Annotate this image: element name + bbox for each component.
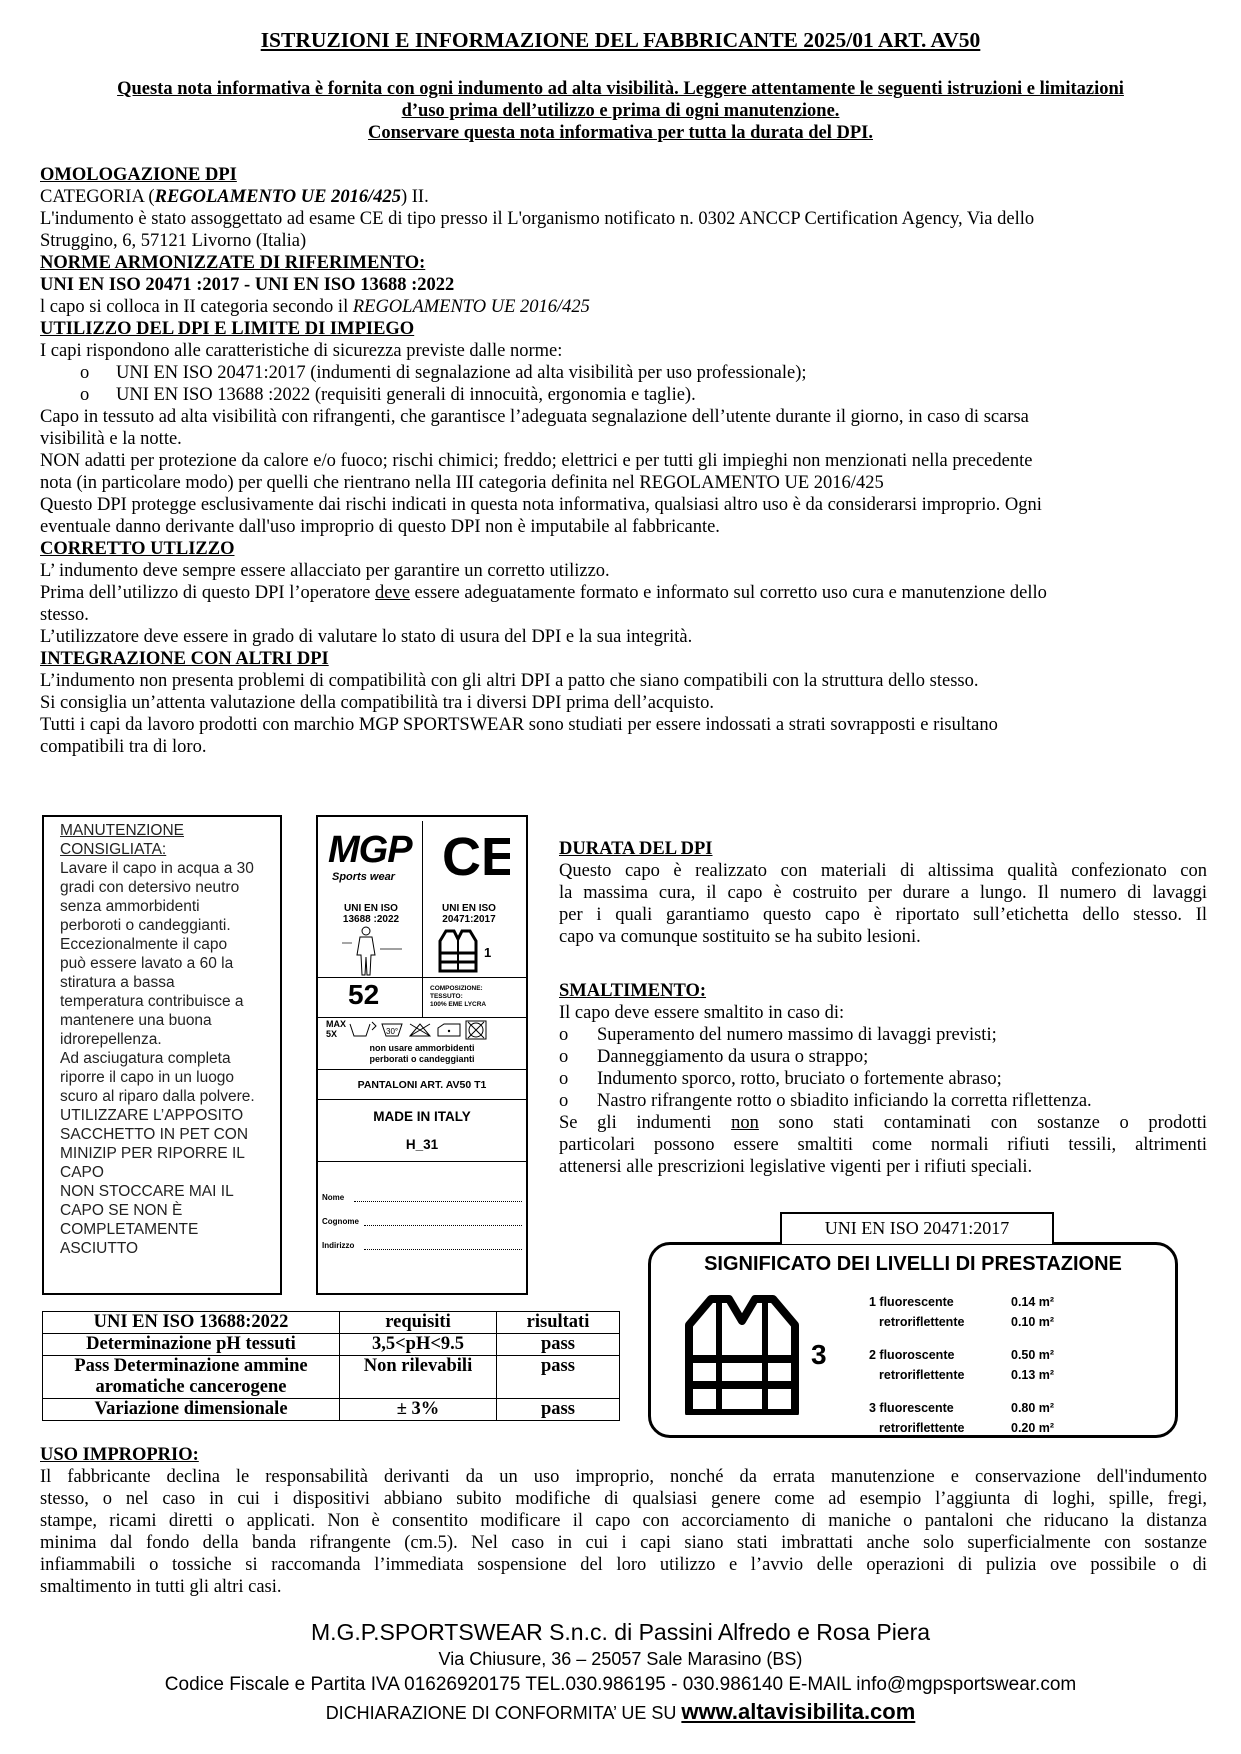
level-retroreflective-label: retroriflettente (879, 1368, 965, 1382)
smaltimento-bullet-1 (559, 1024, 1207, 1046)
maintenance-line: può essere lavato a 60 la (60, 955, 234, 972)
integrazione-line-1: L’indumento non presenta problemi di compatibilità con gli altri DPI a patto che siano compatibili con la struttura dello stesso. (40, 671, 979, 691)
corretto-line-1: L’ indumento deve sempre essere allacciato per garantire un corretto utilizzo. (40, 561, 610, 581)
page-title: ISTRUZIONI E INFORMAZIONE DEL FABBRICANTE 2025/01 ART. AV50 (260, 28, 981, 52)
level-fluorescent-value: 0.14 m² (1011, 1295, 1055, 1309)
maintenance-line: Lavare il capo in acqua a 30 (60, 860, 254, 877)
maintenance-line: perboroti o candeggianti. (60, 917, 231, 934)
maintenance-line: gradi con detersivo neutro (60, 879, 240, 896)
care-label (316, 815, 528, 1295)
table-cell-line-2: aromatiche cancerogene (95, 1377, 287, 1397)
label-standard-1 (330, 903, 412, 925)
composition-line-1: COMPOSIZIONE: (430, 985, 483, 992)
max-washes-line-2: 5X (326, 1029, 338, 1039)
performance-heading: SIGNIFICATO DEI LIVELLI DI PRESTAZIONE (704, 1253, 1122, 1275)
level-fluorescent-value: 0.80 m² (1011, 1401, 1055, 1415)
category-regulation: REGOLAMENTO UE 2016/425 (154, 187, 401, 207)
table-cell: Determinazione pH tessuti (43, 1334, 340, 1356)
composition-line-2: TESSUTO: (430, 993, 463, 1000)
table-cell: pass (497, 1334, 620, 1356)
body-measure-icon (338, 925, 408, 982)
maintenance-line: mantenere una buona (60, 1012, 212, 1029)
utilizzo-bullet-2 (40, 384, 1207, 406)
performance-class-number: 3 (811, 1339, 827, 1370)
bullet-text: UNI EN ISO 20471:2017 (indumenti di segnalazione ad alta visibilità per uso professionale); (116, 363, 807, 383)
improprio-line-6: smaltimento in tutti gli altri casi. (40, 1577, 282, 1597)
footer-contacts: Codice Fiscale e Partita IVA 01626920175 TEL.030.986195 - 030.986140 E-MAIL info@mgpsportswear.com (164, 1674, 1077, 1695)
field-cognome-line (364, 1225, 522, 1226)
table-cell: 3,5<pH<9.5 (340, 1334, 497, 1356)
utilizzo-para1-line-2: visibilità e la notte. (40, 429, 182, 449)
label-std2-line-2: 20471:2017 (442, 914, 496, 925)
corretto-line-2 (40, 582, 1207, 604)
test-results-table (42, 1311, 620, 1421)
bullet-marker: o (559, 1069, 569, 1089)
smaltimento-bullet-3 (559, 1068, 1207, 1090)
smaltimento-bullet-2 (559, 1046, 1207, 1068)
maintenance-line: CAPO SE NON È (60, 1202, 183, 1219)
durata-line-4: capo va comunque sostituito se ha subito lesioni. (559, 927, 921, 947)
label-class-number: 1 (484, 945, 492, 960)
table-header-cell: requisiti (340, 1312, 497, 1334)
corretto-heading: CORRETTO UTLIZZO (40, 539, 235, 559)
maintenance-heading-2: CONSIGLIATA: (60, 841, 167, 858)
field-nome-line (354, 1201, 522, 1202)
smaltimento-line-1-post: sono stati contaminati con sostanze o prodotti (758, 1113, 1207, 1133)
label-code: H_31 (405, 1137, 439, 1152)
level-retroreflective-value: 0.13 m² (1011, 1368, 1055, 1382)
norme-heading: NORME ARMONIZZATE DI RIFERIMENTO: (40, 253, 426, 273)
level-retroreflective-label: retroriflettente (879, 1315, 965, 1329)
level-fluorescent-label: 1 fluorescente (869, 1295, 954, 1309)
label-std1-line-2: 13688 :2022 (342, 914, 400, 925)
table-row (43, 1356, 620, 1399)
durata-heading: DURATA DEL DPI (559, 839, 713, 859)
integrazione-line-2: Si consiglia un’attenta valutazione della compatibilità tra i diversi DPI prima dell’acquisto. (40, 693, 715, 713)
level-retroreflective-label: retroriflettente (879, 1421, 965, 1435)
footer-address: Via Chiusure, 36 – 25057 Sale Marasino (BS) (438, 1649, 803, 1669)
level-fluorescent-label: 2 fluoroscente (869, 1348, 955, 1362)
utilizzo-para3-line-2: eventuale danno derivante dall'uso improprio di questo DPI non è imputabile al fabbricante. (40, 517, 720, 537)
label-made-in: MADE IN ITALY (373, 1109, 471, 1124)
label-standard-2 (428, 903, 510, 925)
smaltimento-line-1-emphasis: non (731, 1113, 759, 1133)
care-symbols-icon (348, 1020, 494, 1045)
max-washes (326, 1019, 346, 1039)
divider (318, 1069, 526, 1070)
label-article: PANTALONI ART. AV50 T1 (357, 1079, 487, 1091)
vest-class-3-icon (683, 1295, 801, 1420)
integrazione-heading: INTEGRAZIONE CON ALTRI DPI (40, 649, 329, 669)
smaltimento-line-1-pre: Se gli indumenti (559, 1113, 732, 1133)
table-cell: Non rilevabili (340, 1356, 497, 1399)
maintenance-line: CAPO (60, 1164, 104, 1181)
improprio-line-5: infiammabili o tossiche si raccomanda l’immediata sospensione del loro utilizzo e l’avvio delle operazioni di pulizia ove possibile o di (40, 1555, 1207, 1575)
maintenance-line: ASCIUTTO (60, 1240, 139, 1257)
maintenance-line: senza ammorbidenti (60, 898, 200, 915)
norme-category-prefix: l capo si colloca in II categoria secondo il (40, 297, 353, 317)
bullet-text: Superamento del numero massimo di lavaggi previsti; (597, 1025, 997, 1045)
category-suffix: ) II. (400, 187, 429, 207)
field-indirizzo-line (364, 1249, 522, 1250)
omologazione-category (40, 186, 1207, 208)
main-text (40, 164, 1207, 758)
maintenance-line: temperatura contribuisce a (60, 993, 244, 1010)
label-composition (430, 985, 486, 1009)
footer-company: M.G.P.SPORTSWEAR S.n.c. di Passini Alfredo e Rosa Piera (310, 1619, 931, 1645)
utilizzo-bullet-1 (40, 362, 1207, 384)
maintenance-line: stiratura a bassa (60, 974, 175, 991)
maintenance-box (42, 815, 282, 1295)
corretto-line-3: stesso. (40, 605, 89, 625)
divider (318, 1017, 526, 1018)
intro-notice (0, 78, 1241, 144)
durata-line-2: la massima cura, il capo è costruito per durare a lungo. Il numero di lavaggi (559, 883, 1207, 903)
performance-standard-tab: UNI EN ISO 20471:2017 (780, 1212, 1054, 1244)
norme-category-regulation: REGOLAMENTO UE 2016/425 (352, 297, 590, 317)
integrazione-line-4: compatibili tra di loro. (40, 737, 207, 757)
level-retroreflective-value: 0.20 m² (1011, 1421, 1055, 1435)
bullet-marker: o (559, 1047, 569, 1067)
table-header-row (43, 1312, 620, 1334)
table-cell: Variazione dimensionale (43, 1399, 340, 1421)
intro-line-1: Questa nota informativa è fornita con ogni indumento ad alta visibilità. Leggere attentamente le seguenti istruzioni e limitazioni (117, 79, 1124, 99)
smaltimento-line-2: particolari possono essere smaltiti come normali rifiuti tessili, altrimenti (559, 1135, 1207, 1155)
label-size: 52 (348, 979, 380, 1010)
level-fluorescent-label: 3 fluorescente (869, 1401, 954, 1415)
utilizzo-para1-line-1: Capo in tessuto ad alta visibilità con rifrangenti, che garantisce l’adeguata segnalazione dell’utente durante il giorno, in caso di scarsa (40, 407, 1029, 427)
footer-website-link[interactable]: www.altavisibilita.com (681, 1699, 916, 1724)
wash-temperature: 30° (386, 1027, 399, 1036)
brand-subtitle: Sports wear (332, 871, 395, 883)
utilizzo-para2-line-2: nota (in particolare modo) per quelli che rientrano nella III categoria definita nel REGOLAMENTO UE 2016/425 (40, 473, 884, 493)
smaltimento-line-1 (559, 1112, 1207, 1134)
omologazione-exam-line-1: L'indumento è stato assoggettato ad esame CE di tipo presso il L'organismo notificato n. 0302 ANCCP Certification Agency, Via dello (40, 209, 1035, 229)
smaltimento-bullet-4 (559, 1090, 1207, 1112)
table-cell: pass (497, 1399, 620, 1421)
footer-conformity (0, 1699, 1241, 1726)
improprio-section (40, 1444, 1207, 1598)
level-fluorescent-value: 0.50 m² (1011, 1348, 1055, 1362)
improprio-heading: USO IMPROPRIO: (40, 1445, 199, 1465)
table-cell-line-1: Pass Determinazione ammine (74, 1356, 308, 1376)
footer (0, 1617, 1241, 1726)
level-retroreflective-value: 0.10 m² (1011, 1315, 1055, 1329)
maintenance-line: Eccezionalmente il capo (60, 936, 228, 953)
table-row (43, 1399, 620, 1421)
table-header-cell: UNI EN ISO 13688:2022 (43, 1312, 340, 1334)
durata-line-3: per i quali garantiamo questo capo è riportato sull’etichetta dello stesso. Il (559, 905, 1207, 925)
integrazione-line-3: Tutti i capi da lavoro prodotti con marchio MGP SPORTSWEAR sono studiati per essere indossati a strati sovrapposti e risultano (40, 715, 998, 735)
utilizzo-para3-line-1: Questo DPI protegge esclusivamente dai rischi indicati in questa nota informativa, qualsiasi altro uso è da considerarsi improprio. Ogni (40, 495, 1042, 515)
bullet-marker: o (80, 385, 90, 405)
vest-icon (436, 929, 480, 978)
bullet-text: Indumento sporco, rotto, bruciato o fortemente abraso; (597, 1069, 1002, 1089)
max-washes-line-1: MAX (326, 1019, 346, 1029)
table-header-cell: risultati (497, 1312, 620, 1334)
divider (422, 977, 423, 1017)
bullet-marker: o (559, 1091, 569, 1111)
improprio-line-3: stampe, ricami diretti o applicati. Non è consentito modificare il capo con accorciamento di maniche o pantaloni che riducano la distanza (40, 1511, 1207, 1531)
footer-conformity-text: DICHIARAZIONE DI CONFORMITA’ UE SU (325, 1703, 682, 1723)
composition-line-3: 100% EME LYCRA (430, 1001, 487, 1008)
field-nome-label: Nome (322, 1193, 345, 1202)
corretto-line-2-pre: Prima dell’utilizzo di questo DPI l’operatore (40, 583, 375, 603)
bullet-text: UNI EN ISO 13688 :2022 (requisiti generali di innocuità, ergonomia e taglie). (116, 385, 696, 405)
norme-category (40, 296, 1207, 318)
utilizzo-para2-line-1: NON adatti per protezione da calore e/o fuoco; rischi chimici; freddo; elettrici e per tutti gli impieghi non menzionati nella precedente (40, 451, 1033, 471)
bullet-marker: o (80, 363, 90, 383)
maintenance-line: riporre il capo in un luogo (60, 1069, 235, 1086)
no-softeners-line-1: non usare ammorbidenti (369, 1043, 475, 1053)
maintenance-line: MINIZIP PER RIPORRE IL (60, 1145, 245, 1162)
smaltimento-line-3: attenersi alle prescrizioni legislative vigenti per i rifiuti speciali. (559, 1157, 1033, 1177)
divider (318, 1161, 526, 1162)
bullet-text: Nastro rifrangente rotto o sbiadito inficiando la corretta riflettenza. (597, 1091, 1092, 1111)
maintenance-line: COMPLETAMENTE (60, 1221, 199, 1238)
intro-line-2: d’uso prima dell’utilizzo e prima di ogni manutenzione. (401, 101, 840, 121)
label-std1-line-1: UNI EN ISO (344, 903, 398, 914)
maintenance-lines (60, 859, 280, 1258)
corretto-line-2-post: essere adeguatamente formato e informato sul corretto uso cura e manutenzione dello (409, 583, 1047, 603)
divider (422, 821, 423, 903)
corretto-line-4: L’utilizzatore deve essere in grado di valutare lo stato di usura del DPI e la sua integrità. (40, 627, 693, 647)
intro-line-3: Conservare questa nota informativa per tutta la durata del DPI. (368, 123, 873, 143)
brand-logo: MGP (328, 829, 412, 871)
field-indirizzo-label: Indirizzo (322, 1241, 355, 1250)
smaltimento-heading: SMALTIMENTO: (559, 981, 707, 1001)
divider (318, 1099, 526, 1100)
corretto-line-2-emphasis: deve (374, 583, 410, 603)
maintenance-line: SACCHETTO IN PET CON (60, 1126, 249, 1143)
table-cell (43, 1356, 340, 1399)
durata-line-1: Questo capo è realizzato con materiali di altissima qualità confezionato con (559, 861, 1207, 881)
table-row (43, 1334, 620, 1356)
improprio-line-1: Il fabbricante declina le responsabilità derivanti da un uso improprio, nonché da errata manutenzione e conservazione dell'indumento (40, 1467, 1207, 1487)
divider (422, 899, 423, 977)
bullet-text: Danneggiamento da usura o strappo; (597, 1047, 869, 1067)
utilizzo-heading: UTILIZZO DEL DPI E LIMITE DI IMPIEGO (40, 319, 415, 339)
table-cell: pass (497, 1356, 620, 1399)
no-softeners-line-2: perborati o candeggianti (369, 1054, 475, 1064)
category-prefix: CATEGORIA ( (40, 187, 155, 207)
maintenance-line: idrorepellenza. (60, 1031, 162, 1048)
field-cognome-label: Cognome (322, 1217, 359, 1226)
label-std2-line-1: UNI EN ISO (442, 903, 496, 914)
ce-mark-icon (440, 827, 510, 888)
bullet-marker: o (559, 1025, 569, 1045)
maintenance-line: NON STOCCARE MAI IL (60, 1183, 234, 1200)
ce-mark-text: CE (442, 827, 510, 883)
improprio-line-4: minima dal fondo della banda rifrangente (cm.5). Nel caso in cui i capi siano stati imbrattati anche solo superficialmente con sostanze (40, 1533, 1207, 1553)
table-cell: ± 3% (340, 1399, 497, 1421)
improprio-line-2: stesso, o nel caso in cui i dispositivi abbiano subito modifiche di qualsiasi genere come ad esempio l’aggiunta di loghi, spille, fregi, (40, 1489, 1207, 1509)
maintenance-line: Ad asciugatura completa (60, 1050, 231, 1067)
utilizzo-line-1: I capi rispondono alle caratteristiche di sicurezza previste dalle norme: (40, 341, 563, 361)
maintenance-line: scuro al riparo dalla polvere. (60, 1088, 255, 1105)
no-softeners-note (318, 1043, 526, 1065)
smaltimento-intro: Il capo deve essere smaltito in caso di: (559, 1003, 845, 1023)
performance-panel (648, 1242, 1178, 1438)
maintenance-line: UTILIZZARE L’APPOSITO (60, 1107, 244, 1124)
omologazione-heading: OMOLOGAZIONE DPI (40, 165, 237, 185)
durata-section (559, 838, 1207, 948)
smaltimento-section (559, 980, 1207, 1178)
maintenance-heading-1: MANUTENZIONE (60, 822, 184, 839)
omologazione-exam-line-2: Struggino, 6, 57121 Livorno (Italia) (40, 231, 307, 251)
norme-standards: UNI EN ISO 20471 :2017 - UNI EN ISO 13688 :2022 (40, 275, 455, 295)
